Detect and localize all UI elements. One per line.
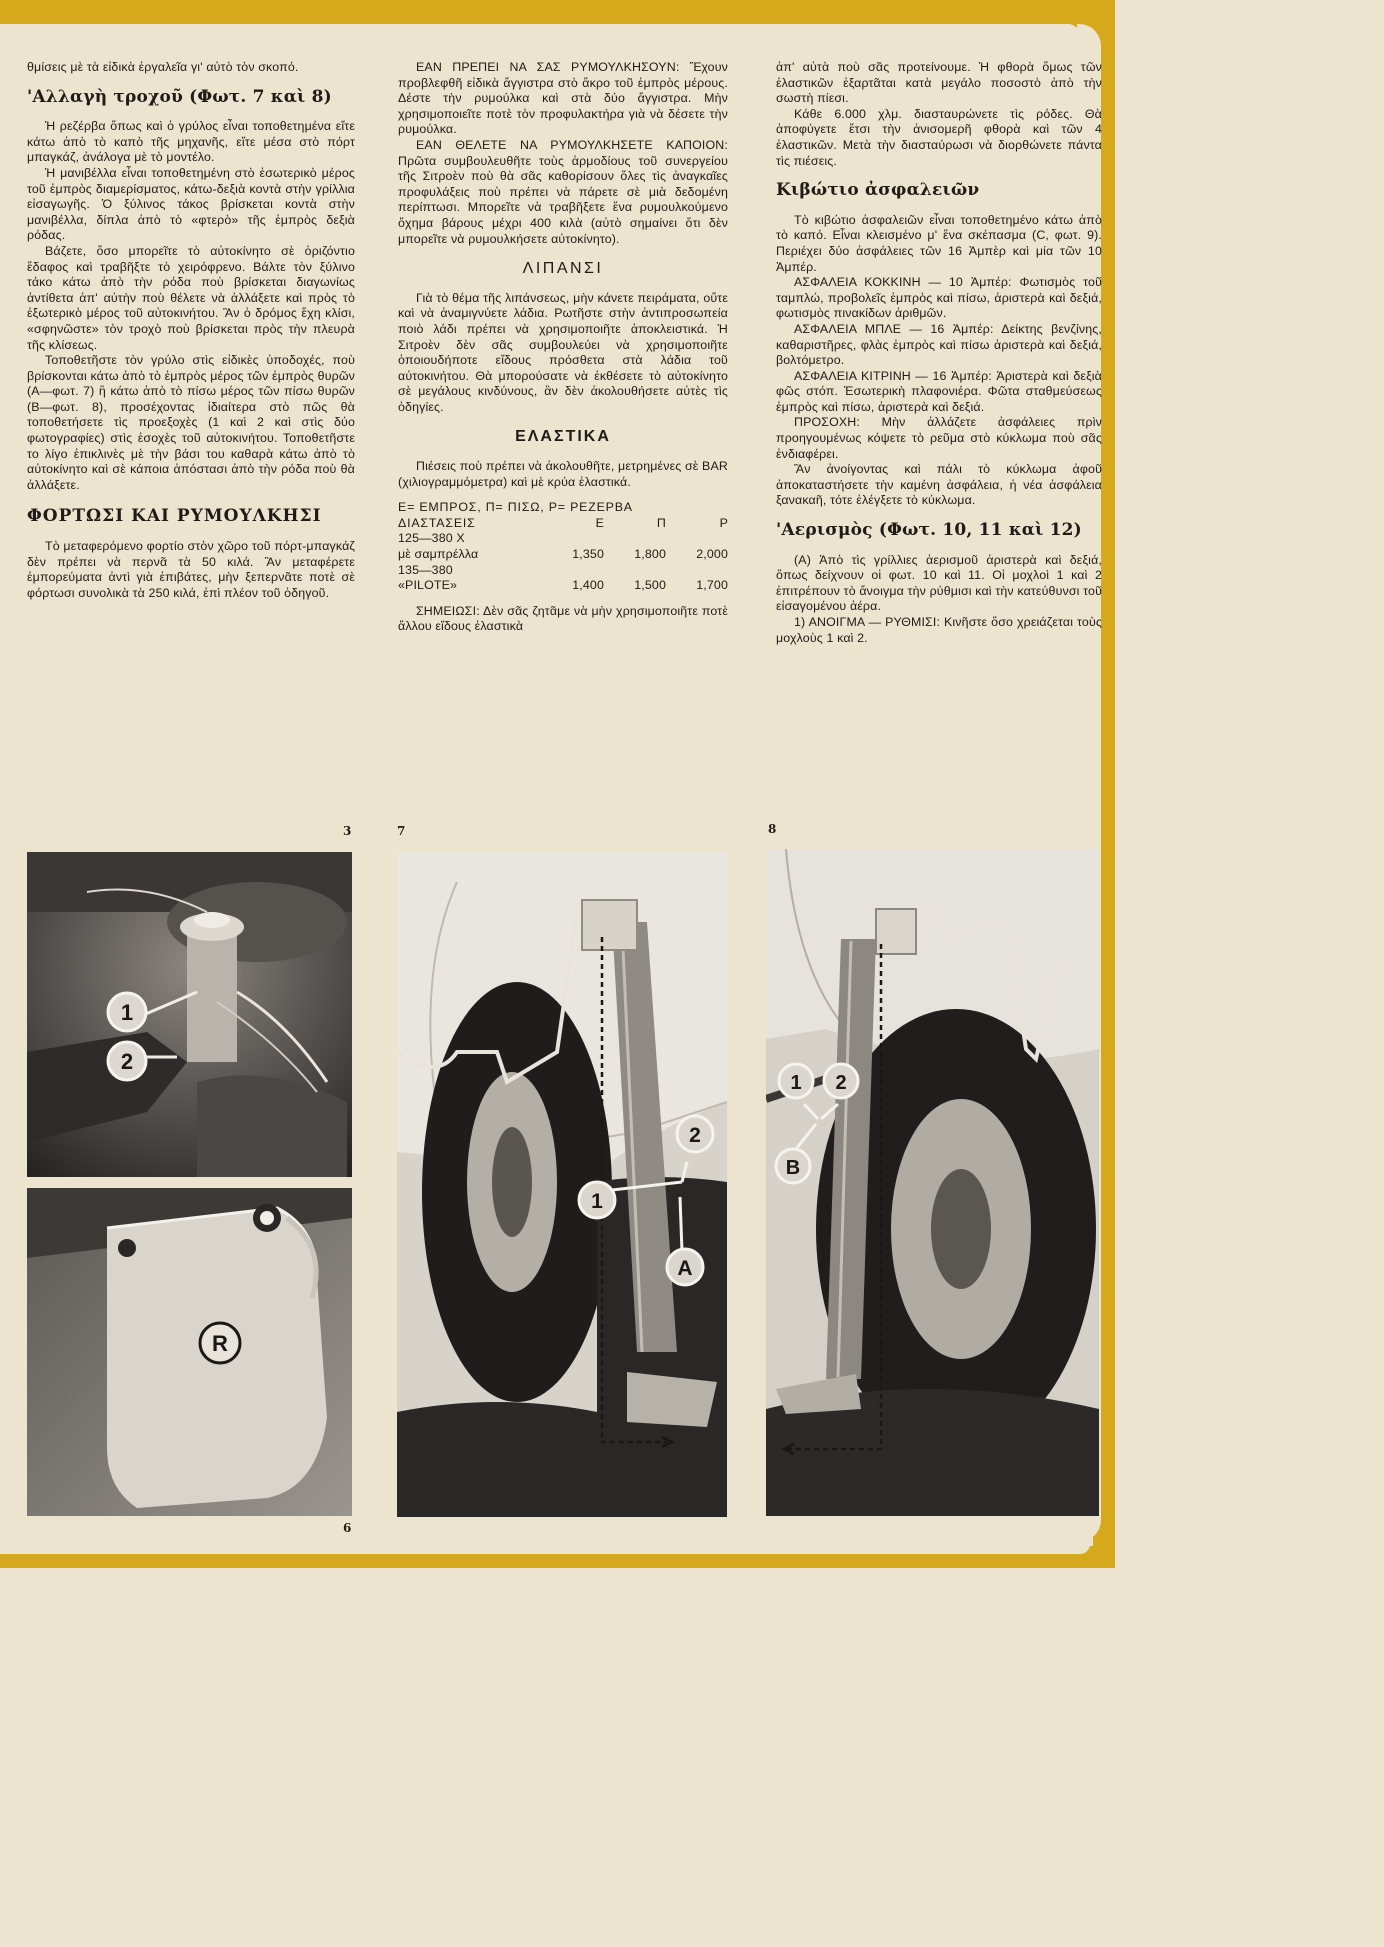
photo3-label-1: 1 xyxy=(120,1000,134,1025)
paragraph-note: ΣΗΜΕΙΩΣΙ: Δὲν σᾶς ζητᾶμε νὰ μὴν χρησιμοποιῆτε ποτὲ ἄλλου εἴδους ἐλαστικὰ xyxy=(398,603,728,634)
text-column-1 xyxy=(27,60,355,601)
paragraph-loading-1: Τὸ μεταφερόμενο φορτίο στὸν χῶρο τοῦ πόρτ-μπαγκάζ δὲν πρέπει νὰ περνᾶ τὰ 50 κιλά. Ἂν μεταφέρετε ἐμπορεύματα ἀντὶ γιὰ ἐπιβάτες, μὴν ξεπερνᾶτε ποτὲ σὲ φόρτωσι συνολικὰ τὰ 250 κιλά, ἐπὶ πλέον τοῦ ὁδηγοῦ. xyxy=(27,539,355,600)
photo8-label-b: B xyxy=(785,1157,801,1179)
photo-reservoir xyxy=(27,1188,352,1516)
table-header-e: Ε xyxy=(595,515,604,530)
paragraph-wheel-3: Βάζετε, ὅσο μπορεῖτε τὸ αὐτοκίνητο σὲ ὁριζόντιο ἔδαφος καὶ τραβῆξτε τὸ χειρόφρενο. Βάλτε τὸν ξύλινο τάκο κάτω ἀπὸ τὴν ρόδα ποὺ βρίσκεται διαγωνίως ἀντίθετα ἀπ' αὐτὴν ποὺ θέλετε νὰ ἀλλάξετε καὶ πρὸς τὸ ἐξωτερικὸ μέρος τοῦ αὐτοκινήτου. Ἂν ὁ δρόμος ἔχη κλίσι, «σφηνῶστε» τὸν τροχὸ ποὺ βρίσκεται πρὸς τὴν πλευρὰ τῆς κλίσεως. xyxy=(27,243,355,352)
paragraph-lube-1: Γιὰ τὸ θέμα τῆς λιπάνσεως, μὴν κάνετε πειράματα, οὔτε καὶ νὰ ἀναμιγνύετε λάδια. Ρωτῆστε στὴν ἀντιπροσωπεία ποιὸ λάδι πρέπει νὰ χρησιμοποιῆτε ἀποκλειστικά. Ἡ Σιτροὲν δὲν σᾶς συμβουλεύει νὰ χρησιμοποιῆτε ὁποιουδήποτε εἴδους πρόσθετα στὰ λάδια τοῦ αὐτοκινήτου. Θὰ μπορούσατε νὰ ἐκθέσετε τὸ αὐτοκίνητο σὲ μεγάλους κινδύνους, ἂν δὲν ἀκολουθήσετε αὐτὲς τὶς ὁδηγίες. xyxy=(398,290,728,414)
paragraph-intro: θμίσεις μὲ τὰ εἰδικὰ ἐργαλεῖα γι' αὐτὸ τὸν σκοπό. xyxy=(27,60,299,74)
paragraph-fuse-1: Τὸ κιβώτιο ἀσφαλειῶν εἶναι τοποθετημένο κάτω ἀπὸ τὸ καπό. Εἶναι κλεισμένο μ' ἕνα σκέπασμα (C, φωτ. 9). Περιέχει δύο ἀσφάλειες τῶν 16 Ἀμπὲρ καὶ μία τῶν 10 Ἀμπέρ. xyxy=(776,212,1102,274)
paragraph-tyres-1: Πιέσεις ποὺ πρέπει νὰ ἀκολουθῆτε, μετρημένες σὲ BAR (χιλιογραμμόμετρα) καὶ μὲ κρύα ἐλαστικά. xyxy=(398,459,728,489)
paragraph-tyres-cont-1: ἀπ' αὐτὰ ποὺ σᾶς προτείνουμε. Ἡ φθορὰ ὅμως τῶν ἐλαστικῶν ἐξαρτᾶται κατὰ μεγάλο ποσοστὸ ἀπὸ τὴν σωστὴ πίεσι. xyxy=(776,60,1102,106)
heading-fuse-box: Κιβώτιο ἀσφαλειῶν xyxy=(776,180,980,201)
table-row xyxy=(398,500,728,516)
text-column-2 xyxy=(398,60,728,635)
table-header-r: Ρ xyxy=(719,515,728,530)
heading-loading-towing: ΦΟΡΤΩΣΙ ΚΑΙ ΡΥΜΟΥΛΚΗΣΙ xyxy=(27,506,322,527)
paragraph-fuse-4: ΑΣΦΑΛΕΙΑ ΚΙΤΡΙΝΗ — 16 Ἀμπέρ: Ἀριστερὰ καὶ δεξιὰ φῶς στόπ. Ἐσωτερικὴ πλαφονιέρα. Φῶτα σταθμεύσεως ἐμπρὸς καὶ πίσω, ἀριστερὰ καὶ δεξιά. xyxy=(776,368,1102,414)
paragraph-wheel-4: Τοποθετῆστε τὸν γρύλο στὶς εἰδικὲς ὑποδοχές, ποὺ βρίσκονται κάτω ἀπὸ τὸ ἐμπρὸς μέρος τῶν ἐμπρὸς θυρῶν (Α—φωτ. 7) ἢ κάτω ἀπὸ τὸ πίσω μέρος τῶν πίσω θυρῶν (Β—φωτ. 8), προσέχοντας ἰδιαίτερα στὸ πῶς θὰ τοποθετήσετε τὶς προεξοχὲς (1 καὶ 2 καὶ στὶς δύο φωτογραφίες) στὶς ἐσοχὲς τοῦ αὐτοκινήτου. Τοποθετῆστε το λίγο ἐπικλινὲς μὲ τὴν βάσι του καθαρὰ κάτω ἀπὸ τὸ αὐτοκίνητο καὶ σὲ κάποια ἀπόστασι ἀπὸ τὴν ρόδα ποὺ θὰ ἀλλάξετε. xyxy=(27,353,355,492)
table-row1-size: 125—380 Χ xyxy=(398,531,465,546)
table-header-p: Π xyxy=(656,515,666,530)
paragraph-wheel-2: Ἡ μανιβέλλα εἶναι τοποθετημένη στὸ ἐσωτερικὸ μέρος τοῦ ἐμπρὸς διαμερίσματος, κάτω-δεξιὰ κοντὰ στὴν γρίλλια εἰσαγωγῆς. Ὁ ξύλινος τάκος βρίσκεται κοντὰ στὴν μανιβέλλα, δίπλα ἀπὸ τὸ «φτερὸ» τῆς ἐμπρὸς δεξιὰ ρόδας. xyxy=(27,165,355,243)
table-cell: 1,800 xyxy=(634,547,666,562)
photo-jack-front xyxy=(397,852,727,1517)
photo-number-7: 7 xyxy=(397,824,406,838)
heading-ventilation: 'Αερισμὸς (Φωτ. 10, 11 καὶ 12) xyxy=(776,520,1082,541)
heading-lubrication: ΛΙΠΑΝΣΙ xyxy=(522,260,604,278)
heading-tyres: ΕΛΑΣΤΙΚΑ xyxy=(515,428,611,446)
paragraph-fuse-3: ΑΣΦΑΛΕΙΑ ΜΠΛΕ — 16 Ἀμπέρ: Δείκτης βενζίνης, καθαριστῆρες, φλὰς ἐμπρὸς καὶ πίσω ἀριστερὰ καὶ δεξιά, βολτόμετρο. xyxy=(776,321,1102,368)
photo7-label-2: 2 xyxy=(689,1124,701,1147)
paragraph-air-2: 1) ΑΝΟΙΓΜΑ — ΡΥΘΜΙΣΙ: Κινῆστε ὅσο χρειάζεται τοὺς μοχλοὺς 1 καὶ 2. xyxy=(776,615,1102,645)
table-row xyxy=(398,578,728,594)
photo7-label-1: 1 xyxy=(591,1190,603,1213)
photo-number-8: 8 xyxy=(768,822,777,836)
table-cell: 1,500 xyxy=(634,578,666,593)
photo8-label-1: 1 xyxy=(790,1072,802,1094)
table-cell: 1,700 xyxy=(696,578,728,593)
photo-number-3: 3 xyxy=(343,824,352,838)
paragraph-tyres-cont-2: Κάθε 6.000 χλμ. διασταυρώνετε τὶς ρόδες. Θὰ ἀποφύγετε ἔτσι τὴν ἀνισομερῆ φθορὰ καὶ τῶν 4 ἐλαστικῶν. Μετὰ τὴν διασταύρωσι νὰ διορθώνετε πάντα τὶς πιέσεις. xyxy=(776,106,1102,168)
paragraph-fuse-2: ΑΣΦΑΛΕΙΑ ΚΟΚΚΙΝΗ — 10 Ἀμπέρ: Φωτισμὸς τοῦ ταμπλώ, προβολεῖς ἐμπρὸς καὶ πίσω, ἀριστερὰ καὶ δεξιά, φωτισμὸς πινακίδων ἀριθμῶν. xyxy=(776,275,1102,321)
table-row xyxy=(398,516,728,532)
table-legend: Ε= ΕΜΠΡΟΣ, Π= ΠΙΣΩ, Ρ= ΡΕΖΕΡΒΑ xyxy=(398,500,633,515)
table-row1-label: μὲ σαμπρέλλα xyxy=(398,547,479,562)
table-row2-size: 135—380 xyxy=(398,562,453,577)
paragraph-wheel-1: Ἡ ρεζέρβα ὅπως καὶ ὁ γρύλος εἶναι τοποθετημένα εἴτε κάτω ἀπὸ τὸ καπὸ τῆς μηχανῆς, εἴτε μέσα στὸ πόρτ μπαγκάζ, ἀνάλογα μὲ τὸ μοντέλο. xyxy=(27,119,355,165)
photo7-label-a: A xyxy=(677,1257,693,1280)
paragraph-air-1: (Α) Ἀπὸ τὶς γρίλλιες ἀερισμοῦ ἀριστερὰ καὶ δεξιά, ὅπως δείχνουν οἱ φωτ. 10 καὶ 11. Οἱ μοχλοὶ 1 καὶ 2 ἐπιτρέπουν τὸ ἄνοιγμα τὴν ρύθμισι καὶ τὴν κατεύθυνσι τοῦ εἰσαγομένου ἀέρα. xyxy=(776,552,1102,614)
table-row xyxy=(398,547,728,563)
paragraph-tow-1: ΕΑΝ ΠΡΕΠΕΙ ΝΑ ΣΑΣ ΡΥΜΟΥΛΚΗΣΟΥΝ: Ἔχουν προβλεφθῆ εἰδικὰ ἄγγιστρα στὸ ἄκρο τοῦ ἐμπρὸς μέρους. Δέστε τὴν ρυμούλκα καὶ στὰ δύο ἄγγιστρα. Μὴν χρησιμοποιεῖτε ποτὲ τὸν προφυλακτήρα γιὰ νὰ δέσετε τὴν ρυμούλκα. xyxy=(398,60,728,137)
paragraph-fuse-5: ΠΡΟΣΟΧΗ: Μὴν ἀλλάζετε ἀσφάλειες πρὶν προηγουμένως κόψετε τὸ ρεῦμα στὸ κύκλωμα ποὺ σᾶς ἐνδιαφέρει. xyxy=(776,415,1102,461)
table-cell: 1,400 xyxy=(572,578,604,593)
table-row xyxy=(398,531,728,547)
paragraph-tow-2: ΕΑΝ ΘΕΛΕΤΕ ΝΑ ΡΥΜΟΥΛΚΗΣΕΤΕ ΚΑΠΟΙΟΝ: Πρῶτα συμβουλευθῆτε τοὺς ἁρμοδίους τοῦ συνεργείου τῆς Σιτροὲν ποὺ θὰ σᾶς καθορίσουν ὅλες τὶς ἀναγκαῖες προφυλάξεις ποὺ πρέπει νὰ πάρετε σὲ μιὰ δεδομένη περίπτωσι. Μπορεῖτε νὰ τραβῆξετε ἕνα ρυμουλκούμενο ὄχημα βάρους μέχρι 400 κιλὰ (αὐτὸ σημαίνει ὅτι δὲν μπορεῖτε νὰ ρυμουλκήσετε αὐτοκίνητο). xyxy=(398,137,728,246)
photo-number-6: 6 xyxy=(343,1521,352,1535)
tyre-pressure-table xyxy=(398,500,728,594)
heading-wheel-change: 'Αλλαγὴ τροχοῦ (Φωτ. 7 καὶ 8) xyxy=(27,86,332,107)
top-border-inner xyxy=(0,24,1080,36)
table-cell: 2,000 xyxy=(696,547,728,562)
table-row xyxy=(398,563,728,579)
text-column-3 xyxy=(776,60,1102,646)
table-cell: 1,350 xyxy=(572,547,604,562)
table-dims-label: ΔΙΑΣΤΑΣΕΙΣ xyxy=(398,515,476,530)
photo-engine-bay xyxy=(27,852,352,1177)
photo6-label-r: R xyxy=(212,1331,228,1356)
table-row2-label: «PILOTE» xyxy=(398,578,458,593)
paragraph-fuse-6: Ἂν ἀνοίγοντας καὶ πάλι τὸ κύκλωμα ἀφοῦ ἀποκαταστήσετε τὴν καμένη ἀσφάλεια, ἡ νέα ἀσφάλεια ξανακαῆ, τότε ἐλέγξετε τὸ κύκλωμα. xyxy=(776,462,1102,508)
bottom-border-inner xyxy=(0,1544,1090,1554)
photo8-label-2: 2 xyxy=(835,1072,847,1094)
photo3-label-2: 2 xyxy=(120,1049,134,1074)
photo-jack-rear xyxy=(766,849,1099,1516)
